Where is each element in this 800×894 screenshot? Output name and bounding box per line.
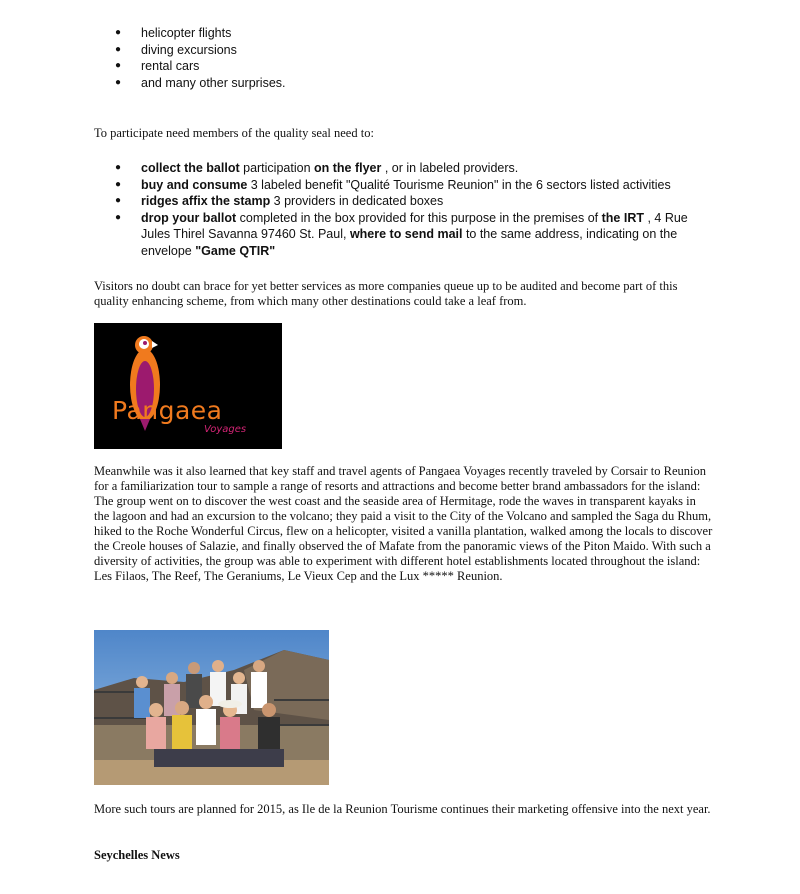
step-bold: on the flyer (314, 161, 382, 175)
meanwhile-paragraph (94, 464, 714, 584)
step-bold: collect the ballot (141, 161, 240, 175)
step-text: , 4 Rue Jules Thirel Savanna 97460 St. Paul, (141, 210, 688, 241)
group-photo (94, 630, 329, 785)
list-item: ● rental cars (115, 58, 286, 75)
activities-list (115, 25, 286, 91)
step-text: completed in the box provided for this purpose in the premises of (236, 210, 602, 225)
logo-sub: Voyages (204, 424, 247, 435)
participation-steps-list (115, 160, 715, 259)
list-item (115, 193, 715, 210)
step-bold: ridges affix the stamp (141, 194, 271, 208)
step-text: to the same address, indicating on the envelope (141, 227, 678, 258)
list-item (115, 160, 715, 177)
list-item: ● and many other surprises. (115, 75, 286, 92)
pangaea-voyages-logo (94, 323, 282, 449)
logo-brand: Pangaea (112, 396, 223, 425)
step-bold: buy and consume (141, 177, 248, 192)
step-text: participation (239, 161, 314, 175)
step-bold: drop your ballot (141, 210, 237, 225)
list-item: ● diving excursions (115, 42, 286, 59)
group-photo-image (94, 630, 329, 785)
meanwhile-line-2: The group went on to discover the west coast and the seaside area of Hermitage, rode the waves in transparent kayaks in the lagoon and had an excursion to the volcano; they paid a visit to the City of the Volcano and sampled the Saga du Rhum, hiked to the Roche Wonderful Circus, flew on a helicopter, visited a vanilla plantation, walked among the locals to discover the Creole houses of Salazie, and finally observed the of Mafate from the panoramic views of the Piton Maido. With such a diversity of activities, the group was able to experiment with different hotel establishments located throughout the island: Les Filaos, The Reef, The Geraniums, Le Vieux Cep and the Lux ***** Reunion. (94, 494, 713, 583)
visitors-paragraph: Visitors no doubt can brace for yet better services as more companies queue up to be audited and become part of this quality enhancing scheme, from which many other destinations could take a leaf from. (94, 279, 678, 308)
step-text: , or in labeled providers. (381, 161, 519, 175)
parrot-logo-icon (94, 323, 282, 449)
step-text: 3 providers in dedicated boxes (270, 194, 444, 208)
participation-intro: To participate need members of the quality seal need to: (94, 126, 374, 140)
tours-paragraph: More such tours are planned for 2015, as Ile de la Reunion Tourisme continues their marketing offensive into the next year. (94, 802, 711, 816)
list-item: ● helicopter flights (115, 25, 286, 42)
list-item (115, 177, 715, 194)
list-item (115, 210, 715, 260)
step-bold: the IRT (601, 210, 644, 225)
step-bold: where to send mail (349, 227, 463, 241)
meanwhile-line-1: Meanwhile was it also learned that key staff and travel agents of Pangaea Voyages recently traveled by Corsair to Reunion for a familiarization tour to sample a range of resorts and attractions and become better brand ambassadors for the island: (94, 464, 706, 493)
step-text: 3 labeled benefit "Qualité Tourisme Reunion" in the 6 sectors listed activities (247, 177, 671, 192)
step-bold: "Game QTIR" (195, 243, 276, 258)
source-credit: Seychelles News (94, 848, 180, 862)
